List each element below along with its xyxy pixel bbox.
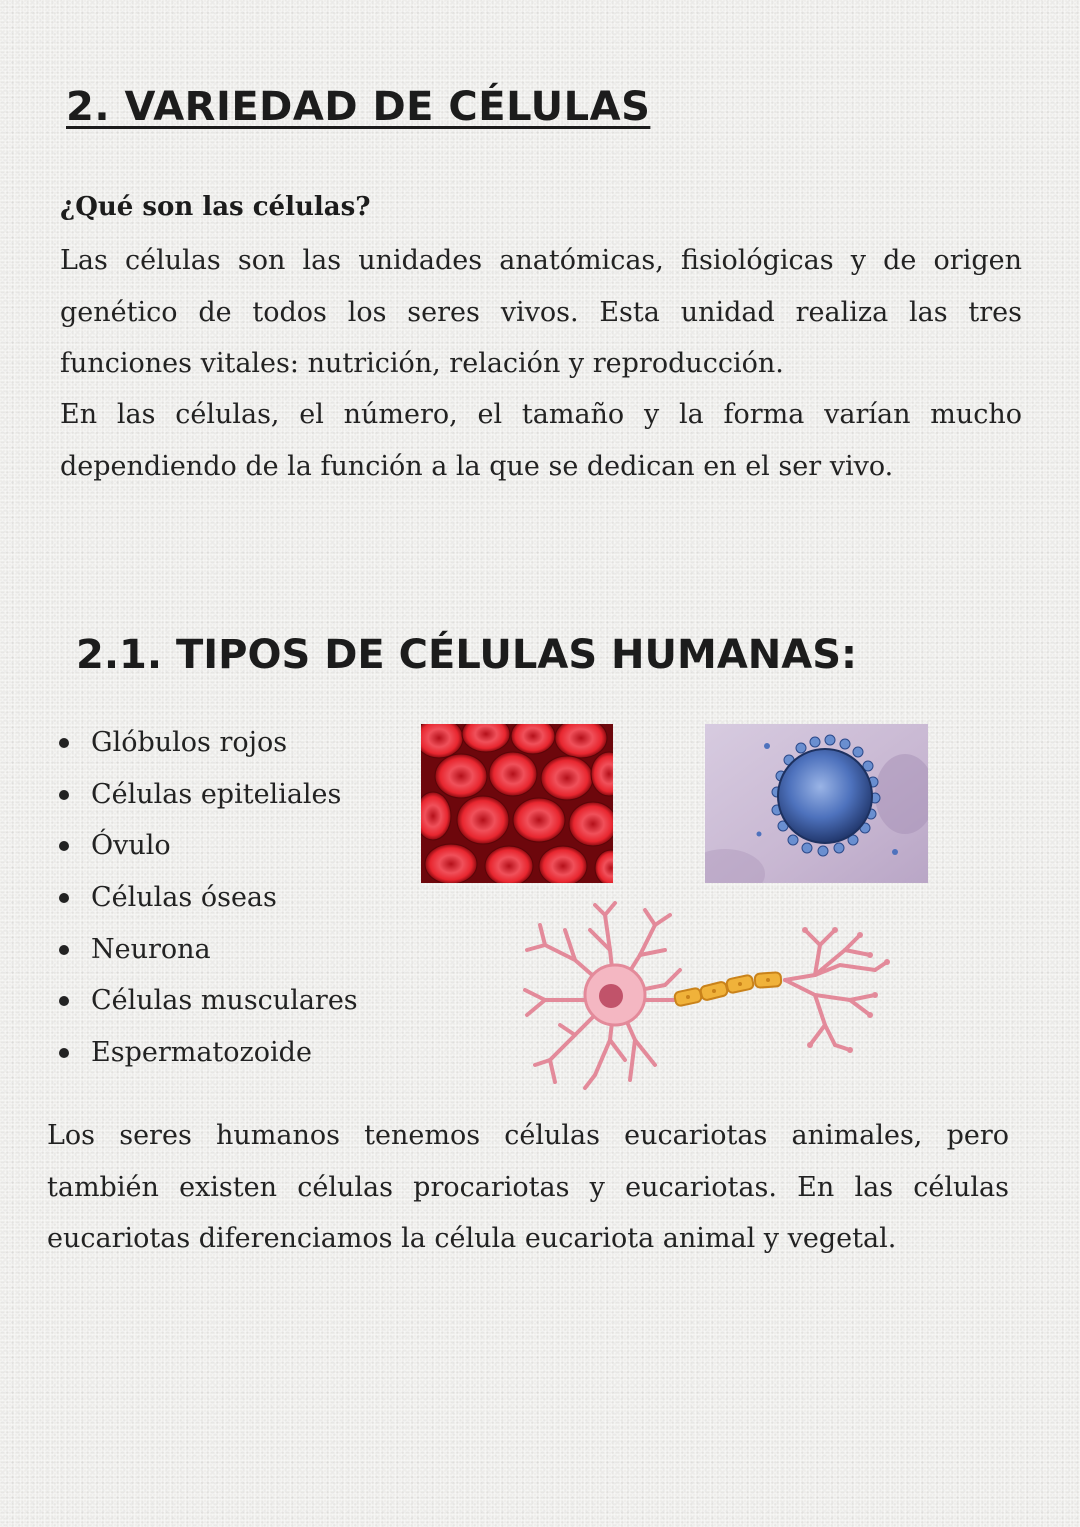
list-item: Células musculares: [55, 975, 358, 1027]
subsection-title: 2.1. TIPOS DE CÉLULAS HUMANAS:: [76, 632, 858, 678]
section-title: 2. VARIEDAD DE CÉLULAS: [66, 84, 651, 130]
list-item: Células epiteliales: [55, 769, 358, 821]
red-blood-cells-image: [421, 724, 613, 883]
list-item: Células óseas: [55, 872, 358, 924]
list-item: Óvulo: [55, 820, 358, 872]
paragraph-eukaryotes: Los seres humanos tenemos células eucariotas animales, pero también existen células procariotas y eucariotas. En las células eucariotas diferenciamos la célula eucariota animal y vegetal.: [47, 1120, 1009, 1254]
list-item: Neurona: [55, 924, 358, 976]
paragraph-variation: En las células, el número, el tamaño y la forma varían mucho dependiendo de la función a la que se dedican en el ser vivo.: [60, 399, 1022, 482]
list-item: Glóbulos rojos: [55, 717, 358, 769]
ovum-image: [705, 724, 928, 883]
cell-types-list: [55, 717, 358, 1079]
list-item: Espermatozoide: [55, 1027, 358, 1079]
neuron-image: [515, 900, 890, 1095]
question-heading: ¿Qué son las células?: [60, 192, 371, 222]
paragraph-definition: Las células son las unidades anatómicas, fisiológicas y de origen genético de todos los seres vivos. Esta unidad realiza las tres funciones vitales: nutrición, relación y reproducción.: [60, 245, 1022, 379]
